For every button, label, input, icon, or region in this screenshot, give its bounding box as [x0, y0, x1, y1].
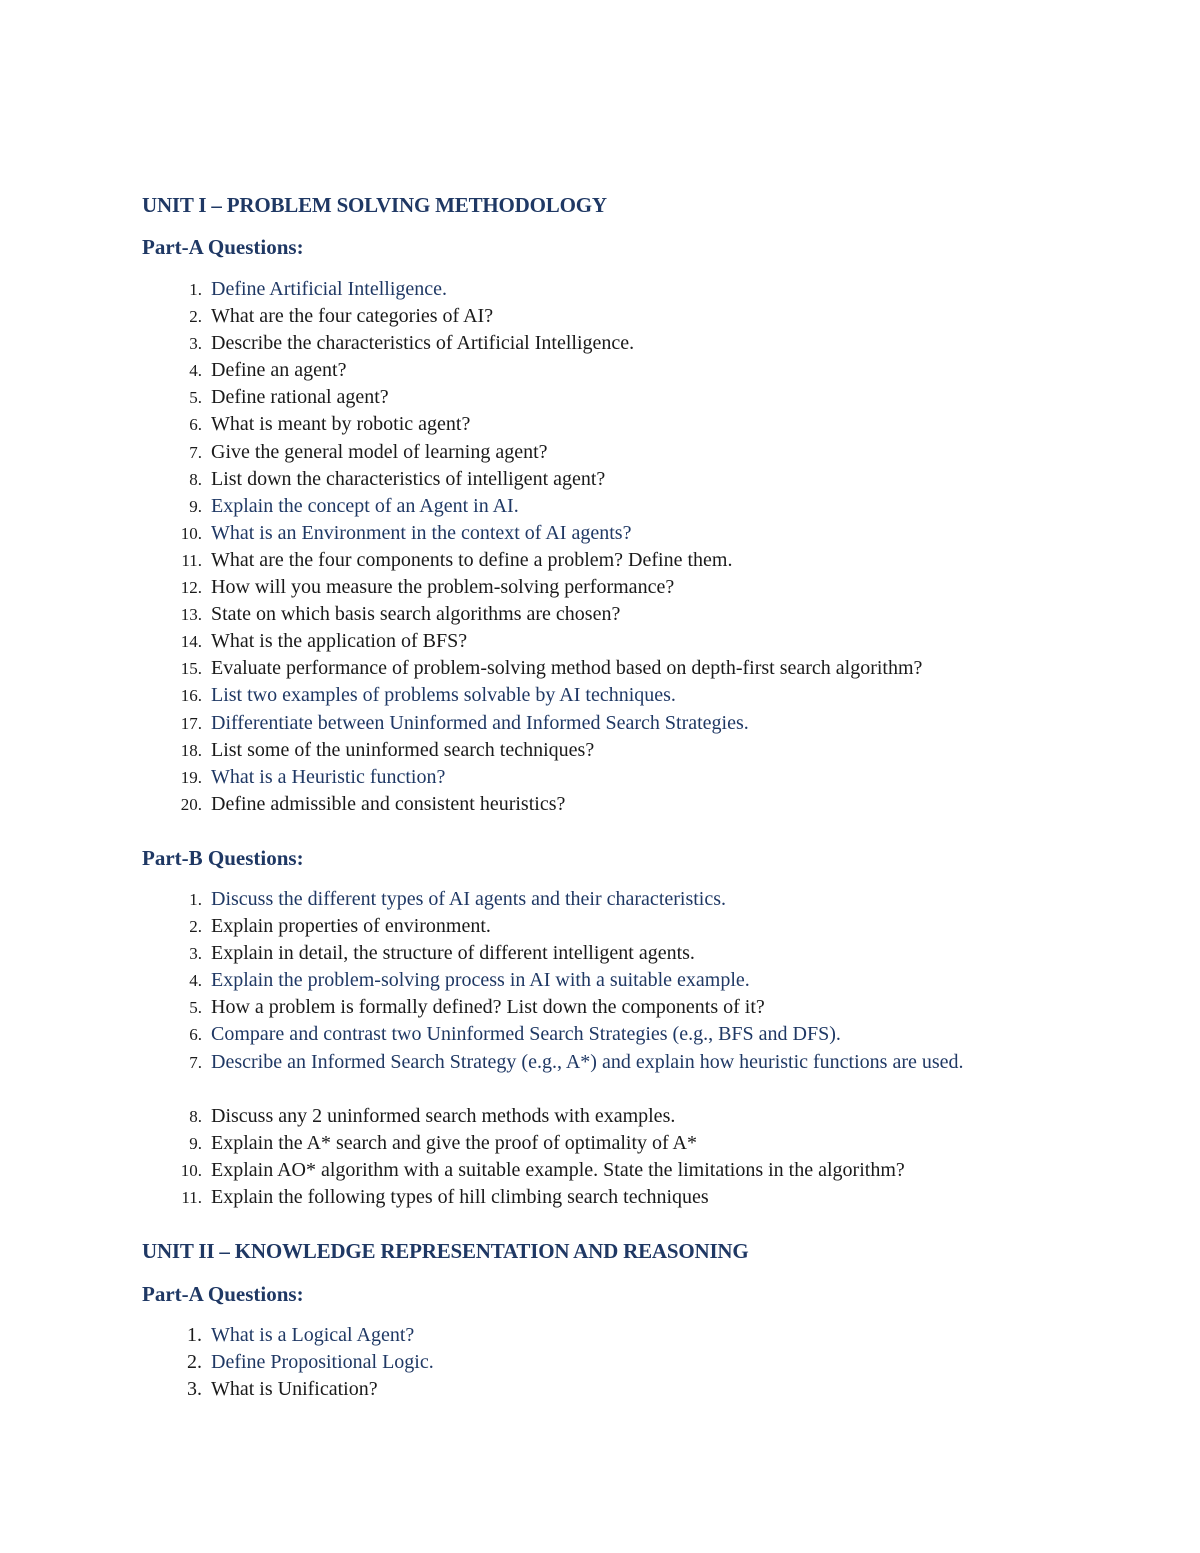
question-text: Evaluate performance of problem-solving method based on depth-first search algorithm?	[211, 657, 923, 680]
question-number: 14.	[180, 632, 202, 652]
question-text: Explain the concept of an Agent in AI.	[211, 494, 519, 517]
unit-2-part-a-list	[0, 1322, 1200, 1403]
question-item	[0, 1130, 1200, 1157]
question-item	[0, 547, 1200, 574]
question-text: Explain properties of environment.	[211, 915, 491, 938]
question-number: 1.	[189, 890, 202, 909]
question-text: Define Artificial Intelligence.	[211, 278, 448, 300]
question-number: 3.	[187, 1378, 202, 1401]
question-number: 6.	[189, 1025, 202, 1045]
question-text: Define Propositional Logic.	[211, 1351, 434, 1374]
question-item	[0, 913, 1200, 940]
question-item	[0, 1184, 1200, 1211]
question-text: Explain in detail, the structure of different intelligent agents.	[211, 942, 695, 965]
question-number: 12.	[180, 578, 202, 598]
question-number: 11.	[181, 1188, 202, 1208]
question-text: List two examples of problems solvable by AI techniques.	[211, 684, 676, 707]
question-item	[0, 466, 1200, 493]
unit-2-title: UNIT II – KNOWLEDGE REPRESENTATION AND REASONING	[142, 1239, 749, 1263]
question-item	[0, 439, 1200, 466]
question-item	[0, 967, 1200, 994]
unit-2-part-a-heading: Part-A Questions:	[142, 1282, 304, 1306]
question-number: 2.	[189, 917, 202, 937]
question-item	[0, 1349, 1200, 1376]
question-number: 2.	[189, 307, 202, 327]
question-number: 8.	[189, 469, 202, 489]
question-item	[0, 493, 1200, 520]
question-number: 1.	[187, 1324, 202, 1346]
question-item	[0, 1322, 1200, 1349]
question-item	[0, 1157, 1200, 1184]
unit-1-part-b-heading: Part-B Questions:	[142, 846, 304, 870]
question-text: How a problem is formally defined? List down the components of it?	[211, 996, 765, 1019]
unit-1-title: UNIT I – PROBLEM SOLVING METHODOLOGY	[142, 193, 607, 217]
question-item	[0, 886, 1200, 913]
question-text: What is a Logical Agent?	[211, 1324, 415, 1346]
question-number: 17.	[180, 713, 202, 733]
question-text: State on which basis search algorithms are chosen?	[211, 603, 621, 626]
question-item	[0, 601, 1200, 628]
question-number: 1.	[189, 280, 202, 299]
question-text: What is an Environment in the context of AI agents?	[211, 521, 632, 544]
unit-1-part-b-list	[0, 886, 1200, 1211]
question-item	[0, 682, 1200, 709]
question-number: 10.	[180, 1160, 202, 1180]
question-text: Define admissible and consistent heuristics?	[211, 792, 566, 815]
question-number: 13.	[180, 605, 202, 625]
question-number: 19.	[180, 767, 202, 787]
question-text: Discuss the different types of AI agents and their characteristics.	[211, 888, 727, 910]
question-text: Describe the characteristics of Artificial Intelligence.	[211, 332, 635, 355]
question-text: What is a Heuristic function?	[211, 765, 446, 788]
question-text: Explain AO* algorithm with a suitable example. State the limitations in the algorithm?	[211, 1158, 905, 1181]
question-item	[0, 303, 1200, 330]
question-item	[0, 411, 1200, 438]
question-number: 10.	[180, 523, 202, 543]
question-item	[0, 737, 1200, 764]
question-item	[0, 994, 1200, 1021]
question-number: 20.	[180, 794, 202, 814]
question-text: Explain the A* search and give the proof of optimality of A*	[211, 1131, 697, 1154]
question-number: 2.	[187, 1351, 202, 1374]
question-item	[0, 574, 1200, 601]
question-number: 8.	[189, 1106, 202, 1126]
question-item	[0, 1103, 1200, 1130]
unit-1-part-a-list	[0, 276, 1200, 818]
question-text: Define an agent?	[211, 359, 347, 382]
question-item	[0, 791, 1200, 818]
question-number: 7.	[189, 442, 202, 462]
question-number: 16.	[180, 686, 202, 706]
question-text: What is Unification?	[211, 1378, 378, 1401]
question-text: Define rational agent?	[211, 386, 389, 409]
question-item	[0, 330, 1200, 357]
question-text: List some of the uninformed search techniques?	[211, 738, 595, 761]
question-item	[0, 1376, 1200, 1403]
question-text: Differentiate between Uninformed and Informed Search Strategies.	[211, 711, 749, 734]
question-number: 18.	[180, 740, 202, 760]
question-item	[0, 384, 1200, 411]
question-number: 6.	[189, 415, 202, 435]
question-text: Explain the problem-solving process in AI with a suitable example.	[211, 969, 750, 992]
question-item	[0, 628, 1200, 655]
question-number: 4.	[189, 971, 202, 991]
question-number: 5.	[189, 388, 202, 408]
question-item	[0, 276, 1200, 303]
unit-1-part-a-heading: Part-A Questions:	[142, 235, 304, 259]
question-text: List down the characteristics of intelligent agent?	[211, 467, 606, 490]
question-text: Compare and contrast two Uninformed Search Strategies (e.g., BFS and DFS).	[211, 1023, 841, 1046]
question-number: 4.	[189, 361, 202, 381]
question-item	[0, 940, 1200, 967]
question-text: What are the four categories of AI?	[211, 305, 494, 328]
question-number: 15.	[180, 659, 202, 679]
question-text: What is meant by robotic agent?	[211, 413, 471, 436]
question-item	[0, 520, 1200, 547]
question-text: Give the general model of learning agent?	[211, 440, 548, 463]
question-text: Discuss any 2 uninformed search methods with examples.	[211, 1104, 676, 1127]
question-text: How will you measure the problem-solving performance?	[211, 576, 675, 599]
question-item	[0, 1049, 1200, 1103]
question-number: 9.	[189, 1133, 202, 1153]
question-item	[0, 1021, 1200, 1048]
question-item	[0, 357, 1200, 384]
question-number: 11.	[181, 550, 202, 570]
question-text: What is the application of BFS?	[211, 630, 468, 653]
question-number: 7.	[189, 1052, 202, 1072]
question-item	[0, 764, 1200, 791]
question-number: 3.	[189, 944, 202, 964]
question-item	[0, 655, 1200, 682]
question-number: 5.	[189, 998, 202, 1018]
question-item	[0, 710, 1200, 737]
question-text: Explain the following types of hill climbing search techniques	[211, 1186, 709, 1209]
question-text: What are the four components to define a problem? Define them.	[211, 548, 733, 571]
question-number: 9.	[189, 496, 202, 516]
question-text: Describe an Informed Search Strategy (e.g., A*) and explain how heuristic functions are used.	[211, 1050, 964, 1073]
question-number: 3.	[189, 334, 202, 354]
